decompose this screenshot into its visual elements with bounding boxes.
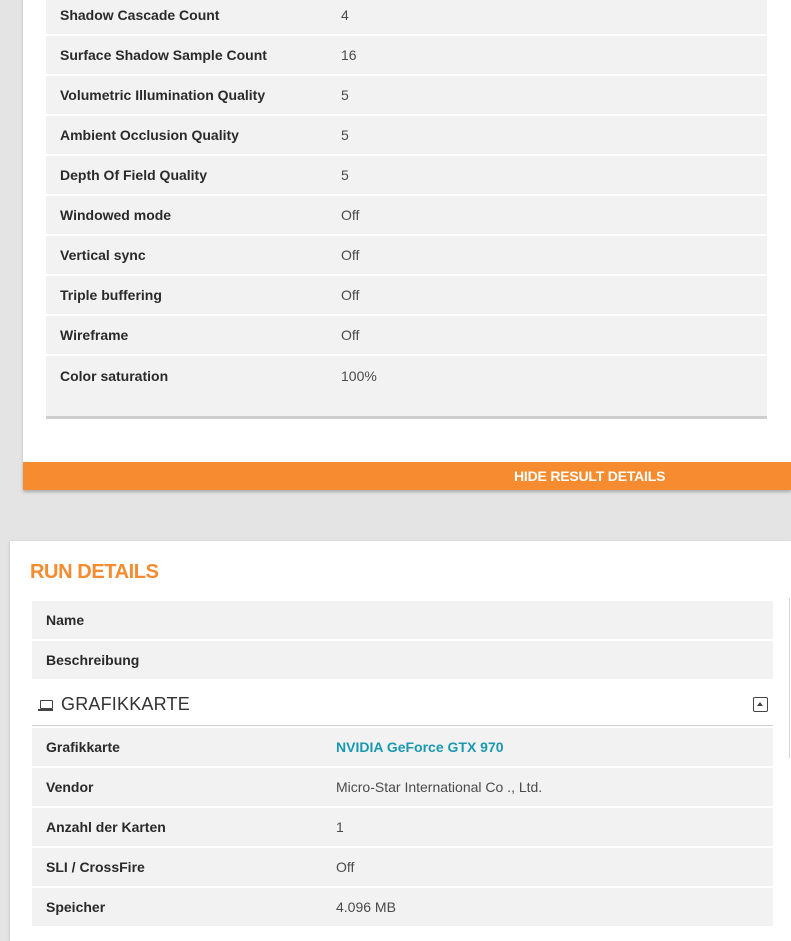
monitor-icon: [40, 700, 53, 709]
gpu-value: 1: [336, 819, 344, 835]
table-row: [46, 116, 767, 154]
table-row: [46, 316, 767, 354]
setting-label: Windowed mode: [60, 207, 172, 223]
table-row: [32, 888, 773, 926]
table-row: [32, 728, 773, 766]
setting-value: 5: [341, 167, 349, 183]
gpu-section-header[interactable]: [32, 683, 773, 726]
setting-label: Color saturation: [60, 368, 169, 384]
gpu-table: [32, 728, 773, 928]
setting-label: Depth Of Field Quality: [60, 167, 208, 183]
setting-value: 4: [341, 7, 349, 23]
table-row: [32, 848, 773, 886]
run-details-card: [10, 541, 791, 941]
table-row: [46, 0, 767, 34]
gpu-model-link[interactable]: NVIDIA GeForce GTX 970: [336, 739, 504, 755]
setting-label: Shadow Cascade Count: [60, 7, 220, 23]
setting-label: Wireframe: [60, 327, 129, 343]
run-details-title: RUN DETAILS: [30, 561, 159, 583]
setting-value: Off: [341, 327, 360, 343]
table-row: [32, 808, 773, 846]
table-row: [32, 641, 773, 679]
hide-result-details-label: HIDE RESULT DETAILS: [514, 468, 666, 484]
setting-label: Volumetric Illumination Quality: [60, 87, 266, 103]
hide-result-details-button[interactable]: [23, 462, 791, 490]
gpu-value: 4.096 MB: [336, 899, 396, 915]
run-detail-label: Beschreibung: [46, 652, 140, 668]
result-details-card: [23, 0, 791, 462]
setting-value: 5: [341, 127, 349, 143]
setting-value: Off: [341, 207, 360, 223]
gpu-label: Vendor: [46, 779, 94, 795]
gpu-value: Micro-Star International Co ., Ltd.: [336, 779, 543, 795]
table-row: [32, 768, 773, 806]
scroll-edge-divider: [789, 598, 790, 758]
gpu-label: SLI / CrossFire: [46, 859, 145, 875]
gpu-label: Speicher: [46, 899, 106, 915]
table-row: [46, 36, 767, 74]
table-row: [46, 76, 767, 114]
gpu-label: Anzahl der Karten: [46, 819, 166, 835]
run-detail-label: Name: [46, 612, 85, 628]
gpu-label: Grafikkarte: [46, 739, 120, 755]
gpu-value: Off: [336, 859, 355, 875]
setting-value: 5: [341, 87, 349, 103]
table-row: [46, 276, 767, 314]
setting-label: Vertical sync: [60, 247, 146, 263]
collapse-icon[interactable]: [753, 697, 768, 712]
setting-label: Triple buffering: [60, 287, 162, 303]
run-details-table: [32, 601, 773, 681]
setting-label: Surface Shadow Sample Count: [60, 47, 267, 63]
setting-value: Off: [341, 247, 360, 263]
setting-value: 16: [341, 47, 357, 63]
setting-value: 100%: [341, 368, 377, 384]
setting-label: Ambient Occlusion Quality: [60, 127, 239, 143]
setting-value: Off: [341, 287, 360, 303]
table-row: [46, 236, 767, 274]
table-row: [46, 356, 767, 419]
table-row: [32, 601, 773, 639]
gpu-section-title: GRAFIKKARTE: [61, 694, 190, 714]
settings-table: [46, 0, 767, 421]
table-row: [46, 156, 767, 194]
table-row: [46, 196, 767, 234]
